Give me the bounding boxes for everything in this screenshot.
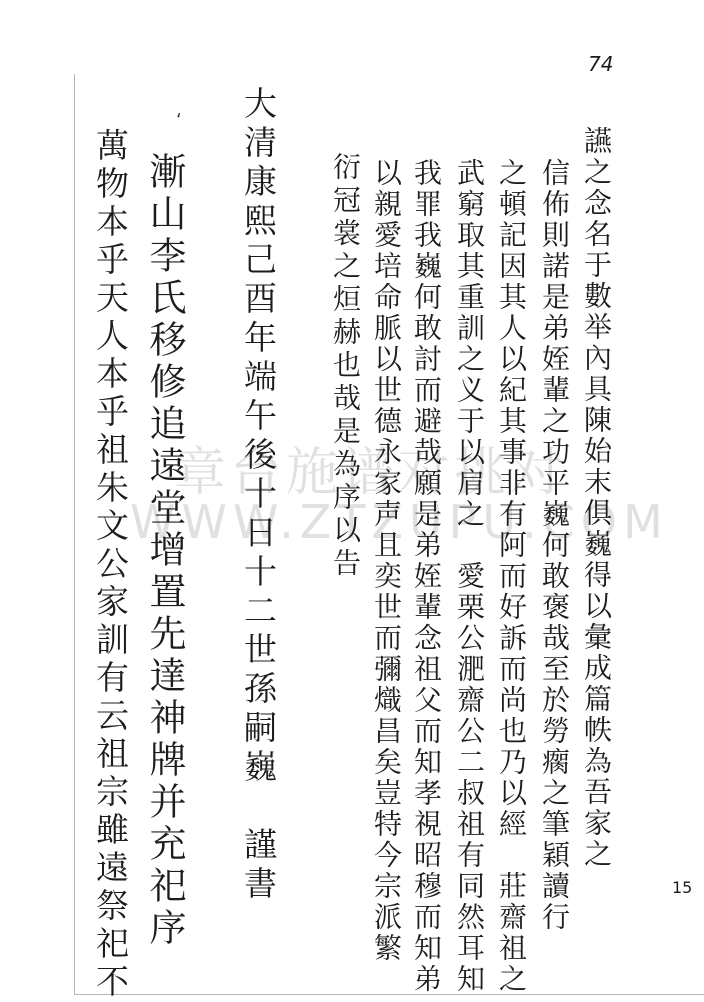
page-edge-bottom [74, 994, 704, 995]
text-column-2: 信佈則諾是弟姪輩之功平巍何敢褒哉至於勞瘸之筆穎讀行 [538, 158, 571, 933]
text-column-7: 衍冠裳之烜赫也哉是為序以告 [329, 152, 362, 581]
watermark-url: WWW.ZTZUPU.COM [130, 495, 669, 549]
section-title: 漸山李氏移修追遠堂增置先達神牌并充祀序 [143, 152, 186, 950]
text-column-3: 之頓記因其人以紀其事非有阿而好訴而尚也乃以經 莊齋祖之 [495, 158, 528, 995]
text-column-4: 武窮取其重訓之义于以肩之 愛栗公淝齋公二叔祖有同然耳知 [453, 158, 486, 995]
colophon-date-signature: 大清康熙己酉年端午後十日十二世孫嗣巍 謹書 [239, 86, 278, 905]
text-column-5: 我罪我巍何敢討而避哉願是弟姪輩念祖父而知孝視昭穆而知弟 [410, 158, 443, 995]
text-column-body-start: 萬物本乎天人本乎祖朱文公家訓有云祖宗雖遠祭祀不 [91, 128, 130, 1002]
text-column-6: 以親愛培命脈以世德永家声且奕世而彌熾昌矣豈特今宗派繁 [370, 158, 403, 964]
handwritten-tick-mark: ‘ [176, 110, 182, 131]
text-column-1: 讌之念名于數举內具陳始末俱巍得以彙成篇帙為吾家之 [580, 126, 613, 870]
page-number: 74 [588, 52, 614, 76]
page-edge-left [74, 74, 75, 994]
side-page-number: 15 [672, 878, 693, 897]
watermark-chinese: 章台施谱对挑对 [173, 443, 566, 503]
